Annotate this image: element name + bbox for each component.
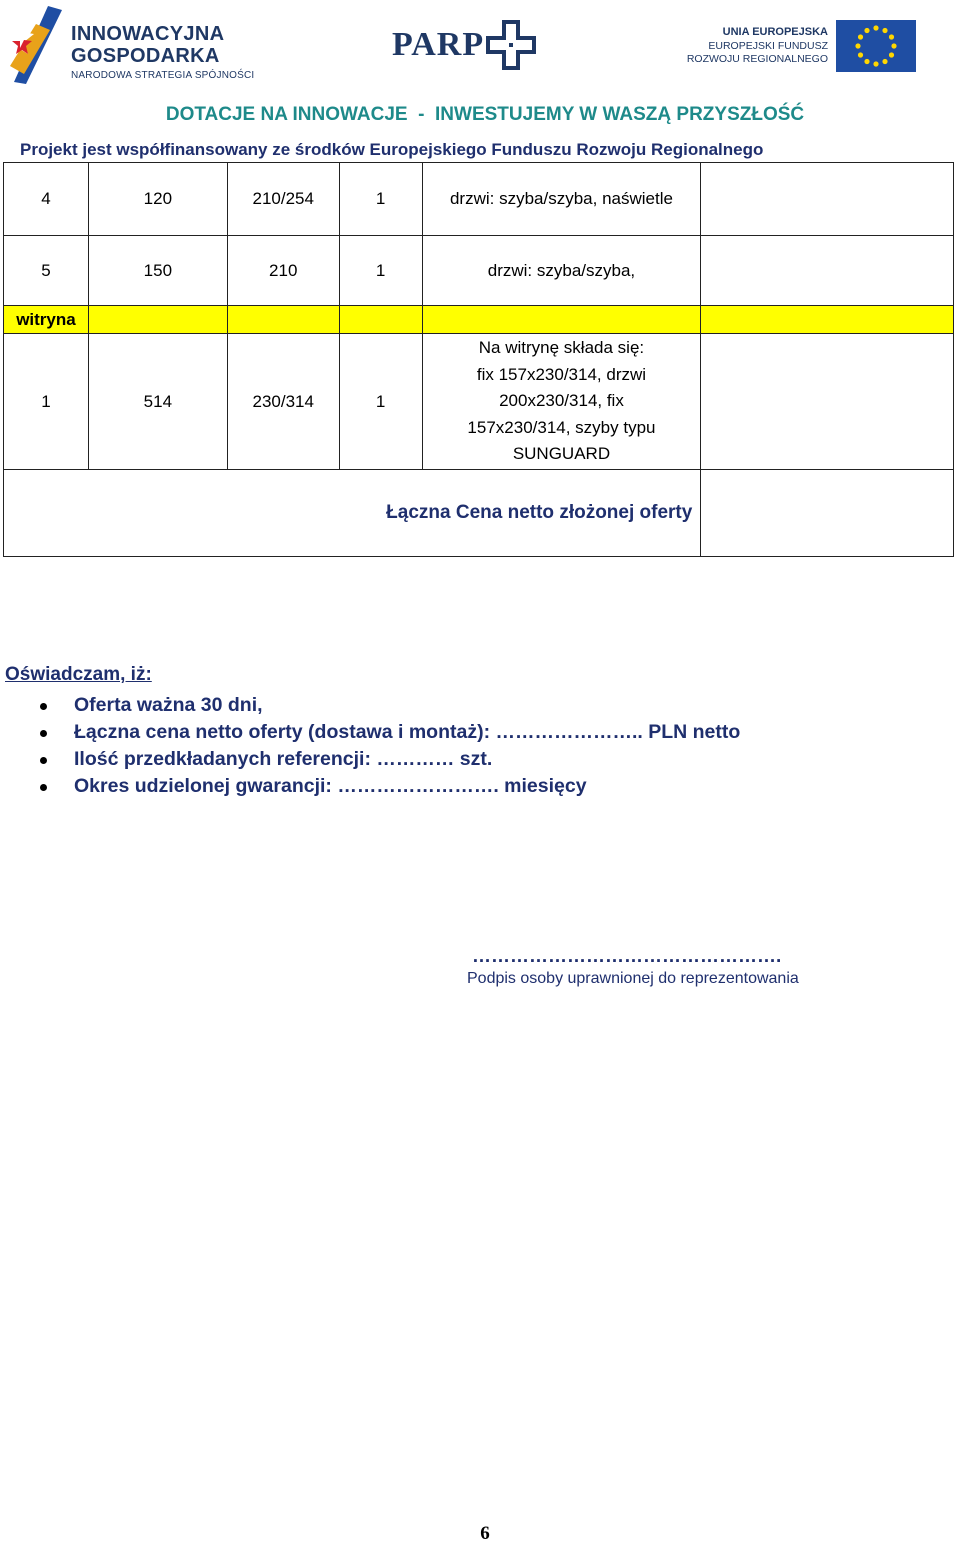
desc-line: Na witrynę składa się: — [478, 338, 645, 358]
logo-line-3: NARODOWA STRATEGIA SPÓJNOŚCI — [71, 70, 255, 81]
signature-line: …………………………………………. — [472, 946, 782, 967]
bullet-icon — [40, 757, 47, 764]
declaration-list — [40, 692, 740, 800]
cell-price[interactable] — [701, 163, 954, 236]
parp-logo-text: PARP — [392, 26, 485, 63]
header-logos — [0, 0, 960, 92]
cell-no: 4 — [4, 163, 89, 236]
section-empty-cell — [88, 306, 227, 334]
declaration-item-text: Okres udzielonej gwarancji: ……………………. miesięcy — [74, 775, 587, 797]
eu-logo-line-1: UNIA EUROPEJSKA — [722, 26, 828, 38]
total-value-cell[interactable] — [701, 470, 954, 557]
list-item — [40, 746, 740, 773]
eu-logo-line-3: ROZWOJU REGIONALNEGO — [686, 53, 828, 65]
cofinancing-note: Projekt jest współfinansowany ze środków Europejskiego Funduszu Rozwoju Regionalnego — [20, 140, 764, 159]
cell-desc: drzwi: szyba/szyba, naświetle — [422, 163, 701, 236]
desc-line: SUNGUARD — [512, 444, 611, 464]
section-empty-cell — [227, 306, 339, 334]
table-row — [4, 163, 954, 236]
eu-flag-icon — [836, 20, 916, 72]
innowacyjna-gospodarka-logo — [6, 4, 256, 86]
desc-line: 200x230/314, fix — [499, 391, 624, 411]
signature-label: Podpis osoby uprawnionej do reprezentowania — [467, 970, 799, 987]
page-number: 6 — [480, 1523, 490, 1544]
declaration-title: Oświadczam, iż: — [5, 664, 152, 685]
logo-line-1: INNOWACYJNA — [71, 23, 225, 45]
declaration-item-text: Oferta ważna 30 dni, — [74, 694, 263, 716]
parp-cross-icon — [484, 18, 538, 72]
desc-line: fix 157x230/314, drzwi — [476, 364, 647, 384]
cell-height: 230/314 — [227, 334, 339, 470]
cell-qty: 1 — [339, 334, 422, 470]
list-item — [40, 719, 740, 746]
section-label: witryna — [4, 306, 89, 334]
eu-logo-line-2: EUROPEJSKI FUNDUSZ — [708, 40, 828, 52]
cell-height: 210/254 — [227, 163, 339, 236]
section-empty-cell — [701, 306, 954, 334]
total-label: Łączna Cena netto złożonej oferty — [4, 470, 701, 557]
list-item — [40, 773, 740, 800]
table-row — [4, 334, 954, 470]
bullet-icon — [40, 784, 47, 791]
cell-width: 514 — [88, 334, 227, 470]
declaration-item-text: Ilość przedkładanych referencji: ………… szt. — [74, 748, 493, 770]
bullet-icon — [40, 730, 47, 737]
declaration-item-text: Łączna cena netto oferty (dostawa i montaż): ………………….. PLN netto — [74, 721, 741, 743]
cell-no: 5 — [4, 236, 89, 306]
cell-qty: 1 — [339, 163, 422, 236]
cell-width: 120 — [88, 163, 227, 236]
table-row — [4, 236, 954, 306]
section-empty-cell — [339, 306, 422, 334]
total-row — [4, 470, 954, 557]
cell-price[interactable] — [701, 236, 954, 306]
cell-width: 150 — [88, 236, 227, 306]
logo-line-2: GOSPODARKA — [71, 45, 220, 67]
bullet-icon — [40, 703, 47, 710]
list-item — [40, 692, 740, 719]
cell-desc: drzwi: szyba/szyba, — [422, 236, 701, 306]
cell-price[interactable] — [701, 334, 954, 470]
star-flag-icon — [6, 4, 66, 86]
section-empty-cell — [422, 306, 701, 334]
parp-logo — [392, 18, 542, 74]
offer-table — [3, 162, 954, 557]
cell-desc — [422, 334, 701, 470]
desc-line: 157x230/314, szyby typu — [467, 417, 656, 437]
eu-erdf-logo — [686, 20, 918, 74]
cell-height: 210 — [227, 236, 339, 306]
cell-no: 1 — [4, 334, 89, 470]
section-row-witryna — [4, 306, 954, 334]
cell-qty: 1 — [339, 236, 422, 306]
slogan: DOTACJE NA INNOWACJE - INWESTUJEMY W WASZĄ PRZYSZŁOŚĆ — [165, 104, 805, 125]
